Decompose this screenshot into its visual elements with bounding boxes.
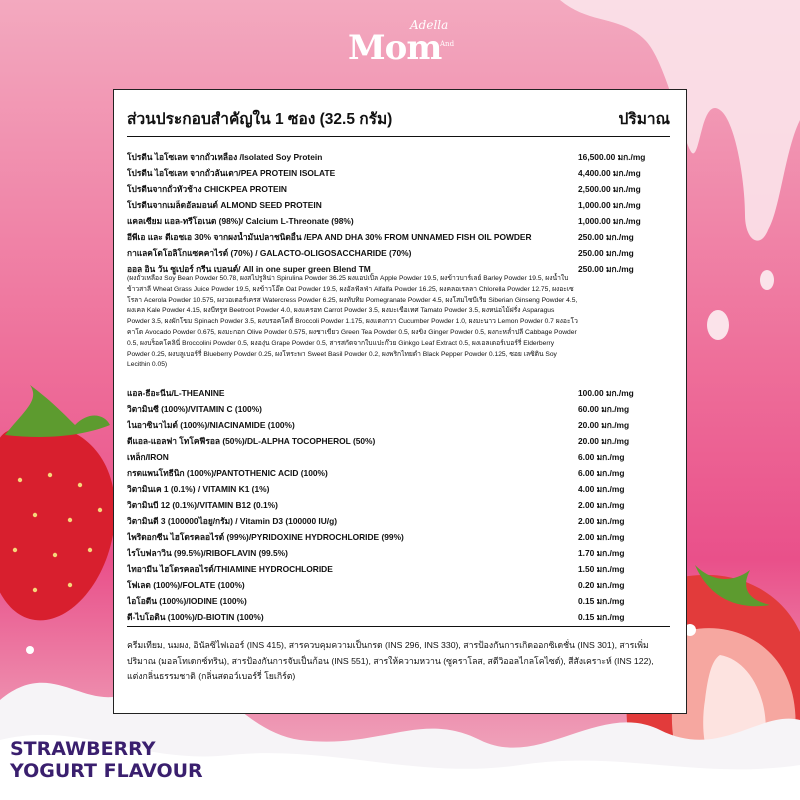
brand-logo	[340, 14, 460, 68]
ingredient-row: วิตามินเค 1 (0.1%) / VITAMIN K1 (1%) 4.00 มก./mg	[127, 484, 625, 494]
ingredient-row: โปรตีนจากถั่วหัวช้าง CHICKPEA PROTEIN 2,500.00 มก./mg	[127, 184, 641, 194]
ingredient-row: วิตามินซี (100%)/VITAMIN C (100%) 60.00 มก./mg	[127, 404, 630, 414]
ingredient-row: อีพีเอ และ ดีเอชเอ 30% จากผงน้ำมันปลาชนิดอื่น /EPA AND DHA 30% FROM UNNAMED FISH OIL POWDER 250.00 มก./mg	[127, 232, 634, 242]
blend-name: ออล อิน วัน ซูเปอร์ กรีน เบลนด์/ All in one super green Blend TM	[127, 264, 371, 274]
ingredient-list-primary	[127, 152, 670, 378]
ingredient-row: แคลเซียม แอล-ทรีโอเนต (98%)/ Calcium L-Threonate (98%) 1,000.00 มก./mg	[127, 216, 641, 226]
ingredient-row: กรดแพนโทธีนิก (100%)/PANTOTHENIC ACID (100%) 6.00 มก./mg	[127, 468, 625, 478]
flavour-line-1: STRAWBERRY	[10, 738, 156, 760]
ingredient-row: เหล็ก/IRON 6.00 มก./mg	[127, 452, 625, 462]
header-divider	[127, 136, 670, 137]
ingredient-row: ไนอาซินาไมด์ (100%)/NIACINAMIDE (100%) 20.00 มก./mg	[127, 420, 630, 430]
ingredient-row: วิตามินบี 12 (0.1%)/VITAMIN B12 (0.1%) 2.00 มก./mg	[127, 500, 625, 510]
ingredients-panel	[113, 89, 687, 714]
flavour-line-2: YOGURT FLAVOUR	[10, 760, 203, 782]
other-ingredients-text: ครีมเทียม, นมผง, อินัลซิไฟเออร์ (INS 415), สารควบคุมความเป็นกรด (INS 296, INS 330), สารป้องกันการเกิดออกซิเดชั่น (INS 301), สารเพิ่มปริมาณ (มอลโทเดกซ์ทริน), สารป้องกันการจับเป็นก้อน (INS 551), สารให้ความหวาน (ซูคราโลส, สตีวิออลไกลโคไซด์), สีสังเคราะห์ (INS 122), แต่งกลิ่นธรรมชาติ (กลิ่นสตอว์เบอร์รี่ โยเกิร์ต)	[127, 640, 654, 682]
amount-header: ปริมาณ	[618, 111, 670, 128]
ingredient-row: ไรโบฟลาวิน (99.5%)/RIBOFLAVIN (99.5%) 1.70 มก./mg	[127, 548, 625, 558]
ingredient-row: ไทอามีน ไฮโดรคลอไรด์/THIAMINE HYDROCHLORIDE 1.50 มก./mg	[127, 564, 625, 574]
ingredient-row: โปรตีนจากเมล็ดอัลมอนด์ ALMOND SEED PROTEIN 1,000.00 มก./mg	[127, 200, 641, 210]
ingredient-row: กาแลคโตโอลิโกแซคคาไรด์ (70%) / GALACTO-OLIGOSACCHARIDE (70%) 250.00 มก./mg	[127, 248, 634, 258]
blend-amount: 250.00 มก./mg	[578, 264, 634, 274]
brand-logo-small: And	[440, 40, 455, 48]
panel-title: ส่วนประกอบสำคัญใน 1 ซอง (32.5 กรัม)	[127, 111, 393, 128]
ingredient-row: ดี-ไบโอติน (100%)/D-BIOTIN (100%) 0.15 มก./mg	[127, 612, 625, 622]
ingredient-row: โปรตีน ไอโซเลท จากถั่วลันเตา/PEA PROTEIN ISOLATE 4,400.00 มก./mg	[127, 168, 641, 178]
footer-divider	[127, 626, 670, 627]
ingredient-row: ไอโอดีน (100%)/IODINE (100%) 0.15 มก./mg	[127, 596, 625, 606]
ingredient-row: แอล-ธีอะนีน/L-THEANINE 100.00 มก./mg	[127, 388, 634, 398]
ingredient-row: ดีแอล-แอลฟา โทโคฟีรอล (50%)/DL-ALPHA TOCOPHEROL (50%) 20.00 มก./mg	[127, 436, 630, 446]
ingredient-row: วิตามินดี 3 (100000ไอยู/กรัม) / Vitamin D3 (100000 IU/g) 2.00 มก./mg	[127, 516, 625, 526]
ingredient-row: ไพริดอกซีน ไฮโดรคลอไรด์ (99%)/PYRIDOXINE HYDROCHLORIDE (99%) 2.00 มก./mg	[127, 532, 625, 542]
ingredient-row: โฟเลต (100%)/FOLATE (100%) 0.20 มก./mg	[127, 580, 625, 590]
blend-detail: (ผงถั่วเหลือง Soy Bean Powder 50.78, ผงสไปรูลิน่า Spirulina Powder 36.25 ผงแอปเปิ้ล Apple Powder 19.5, ผงข้าวบาร์เลย์ Barley Powder 19.5, ผงน้ำใบข้าวสาลี Wheat Grass Juice Powder 19.5, ผงข้าวโอ๊ต Oat Powder 19.5, ผงอัลฟัลฟ่า Alfalfa Powder 16.25, ผงคลอเรลลา Chlorella Powder 12.75, ผงอะเซโรลา Acerola Powder 10.575, ผงวอเตอร์เครส Watercress Powder 6.25, ผงทับทิม Pomegranate Powder 4.5, ผงโสมไซบีเรีย Siberian Ginseng Powder 4.5, ผงเคล Kale Powder 4.15, ผงบีทรูท Beetroot Powder 4.0, ผงแครอท Carrot Powder 3.5, ผงมะเขือเทศ Tamato Powder 3.5, ผงหน่อไม้ฝรั่ง Asparagus Powder 3.5, ผงผักโขม Spinach Powder 3.5, ผงบรอคโคลี่ Broccoli Powder 1.175, ผงแตงกวา Cucumber Powder 1.0, ผงมะนาว Lemon Powder 0.7 ผงอะโวคาโด Avocado Powder 0.675, ผงมะกอก Olive Powder 0.575, ผงชาเขียว Green Tea Powder 0.5, ผงขิง Ginger Powder 0.5, ผงกะหล่ำปลี Cabbage Powder 0.5, ผงบร็อคโคลินี่ Broccolini Powder 0.5, ผงองุ่น Grape Powder 0.5, สารสกัดจากใบแปะก๊วย Ginkgo Leaf Extract 0.5, ผงเอลเดอร์เบอร์รี่ Elderberry Powder 0.25, ผงบลูเบอร์รี่ Blueberry Powder 0.25, ผงโหระพา Sweet Basil Powder 0.2, ผงพริกไทยดำ Black Pepper Powder 0.125, ซอย เลซิติน Soy Lecithin 0.05)	[127, 275, 578, 369]
brand-logo-top: Adella	[410, 18, 449, 32]
brand-logo-main: Mom	[348, 28, 442, 68]
blend-row	[127, 264, 670, 371]
flavour-label	[10, 738, 203, 782]
ingredient-list-vitamins	[127, 388, 670, 628]
panel-header	[127, 106, 670, 128]
ingredient-row: โปรตีน ไอโซเลท จากถั่วเหลือง /Isolated Soy Protein 16,500.00 มก./mg	[127, 152, 646, 162]
